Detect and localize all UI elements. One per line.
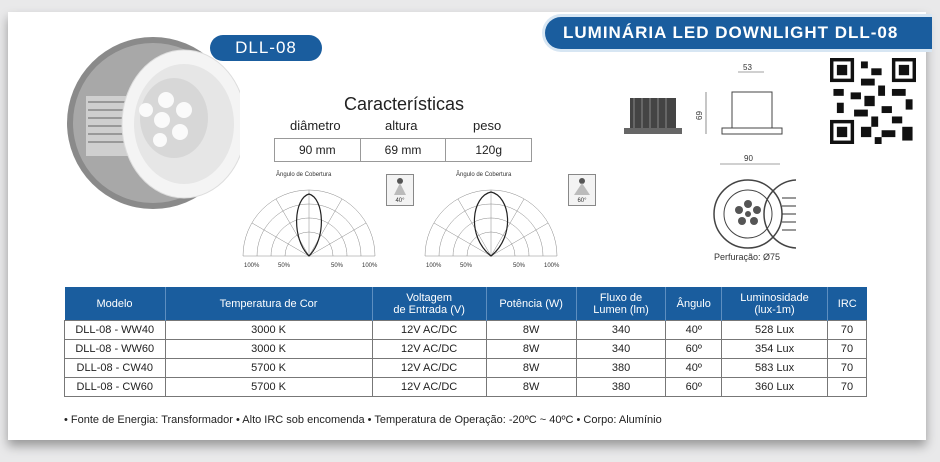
dim-height: 69 [695, 111, 704, 120]
beam-angle-label-1: 40° [395, 198, 405, 204]
perforation-label: Perfuração: Ø75 [714, 252, 781, 262]
characteristics-values [274, 138, 532, 162]
col-voltagem: Voltagem de Entrada (V) [372, 287, 486, 321]
qr-code [830, 58, 916, 144]
characteristics-title: Características [344, 94, 465, 114]
cell: 5700 K [165, 378, 372, 397]
cell: 380 [576, 359, 666, 378]
cell: 340 [576, 340, 666, 359]
height-value: 69 mm [361, 139, 447, 161]
weight-value: 120g [475, 143, 503, 157]
cell: DLL-08 - CW40 [65, 359, 166, 378]
height-label: altura [385, 118, 418, 133]
model-badge [210, 35, 322, 61]
cell: 12V AC/DC [372, 359, 486, 378]
specifications-table [64, 287, 867, 397]
table-row [65, 340, 867, 359]
col-luminosidade: Luminosidade (lux-1m) [722, 287, 828, 321]
product-image [66, 36, 240, 210]
cell: 8W [486, 340, 576, 359]
dim-diameter: 90 [744, 154, 753, 163]
svg-text:100%: 100% [244, 263, 260, 269]
cell: 70 [828, 359, 867, 378]
svg-text:50%: 50% [278, 263, 291, 269]
cell: 60º [666, 340, 722, 359]
cell: 12V AC/DC [372, 378, 486, 397]
col-angulo: Ângulo [666, 287, 722, 321]
title-banner [542, 14, 932, 52]
cell: 3000 K [165, 340, 372, 359]
polar-diagram-60 [418, 178, 564, 270]
cell: 583 Lux [722, 359, 828, 378]
cell: 380 [576, 378, 666, 397]
diameter-label: diâmetro [290, 118, 341, 133]
col-fluxo: Fluxo de Lumen (lm) [576, 287, 666, 321]
table-header-row [65, 287, 867, 321]
footer-notes: • Fonte de Energia: Transformador • Alto IRC sob encomenda • Temperatura de Operação: -20ºC ~ 40ºC • Corpo: Alumínio [64, 414, 662, 426]
polar-diagram-40 [236, 178, 382, 270]
cell: 70 [828, 340, 867, 359]
model-badge-label: DLL-08 [235, 38, 297, 57]
svg-text:100%: 100% [426, 263, 442, 269]
cell: 528 Lux [722, 321, 828, 340]
cell: DLL-08 - CW60 [65, 378, 166, 397]
cell: 12V AC/DC [372, 321, 486, 340]
dim-top: 53 [743, 63, 752, 72]
cell: 8W [486, 378, 576, 397]
cell: 8W [486, 359, 576, 378]
cell: 360 Lux [722, 378, 828, 397]
technical-drawing [616, 58, 796, 268]
cell: 3000 K [165, 321, 372, 340]
svg-text:100%: 100% [362, 263, 378, 269]
cell: 354 Lux [722, 340, 828, 359]
cell: 12V AC/DC [372, 340, 486, 359]
beam-angle-icon-60 [568, 174, 596, 206]
table-row [65, 321, 867, 340]
beam-angle-label-2: 60° [577, 198, 587, 204]
cell: 340 [576, 321, 666, 340]
svg-text:100%: 100% [544, 263, 560, 269]
cell: 60º [666, 378, 722, 397]
diameter-value: 90 mm [275, 139, 361, 161]
weight-label: peso [473, 118, 502, 133]
svg-text:50%: 50% [460, 263, 473, 269]
cell: DLL-08 - WW60 [65, 340, 166, 359]
cell: 70 [828, 378, 867, 397]
svg-text:50%: 50% [331, 263, 344, 269]
polar-caption-1: Ângulo de Cobertura [276, 172, 332, 178]
cell: DLL-08 - WW40 [65, 321, 166, 340]
cell: 40º [666, 359, 722, 378]
svg-text:50%: 50% [513, 263, 526, 269]
page-title: LUMINÁRIA LED DOWNLIGHT DLL-08 [563, 23, 899, 42]
cell: 5700 K [165, 359, 372, 378]
col-potencia: Potência (W) [486, 287, 576, 321]
polar-caption-2: Ângulo de Cobertura [456, 172, 512, 178]
beam-angle-icon-40 [386, 174, 414, 206]
col-temperatura: Temperatura de Cor [165, 287, 372, 321]
table-row [65, 378, 867, 397]
cell: 8W [486, 321, 576, 340]
cell: 70 [828, 321, 867, 340]
col-modelo: Modelo [65, 287, 166, 321]
cell: 40º [666, 321, 722, 340]
col-irc: IRC [828, 287, 867, 321]
table-row [65, 359, 867, 378]
